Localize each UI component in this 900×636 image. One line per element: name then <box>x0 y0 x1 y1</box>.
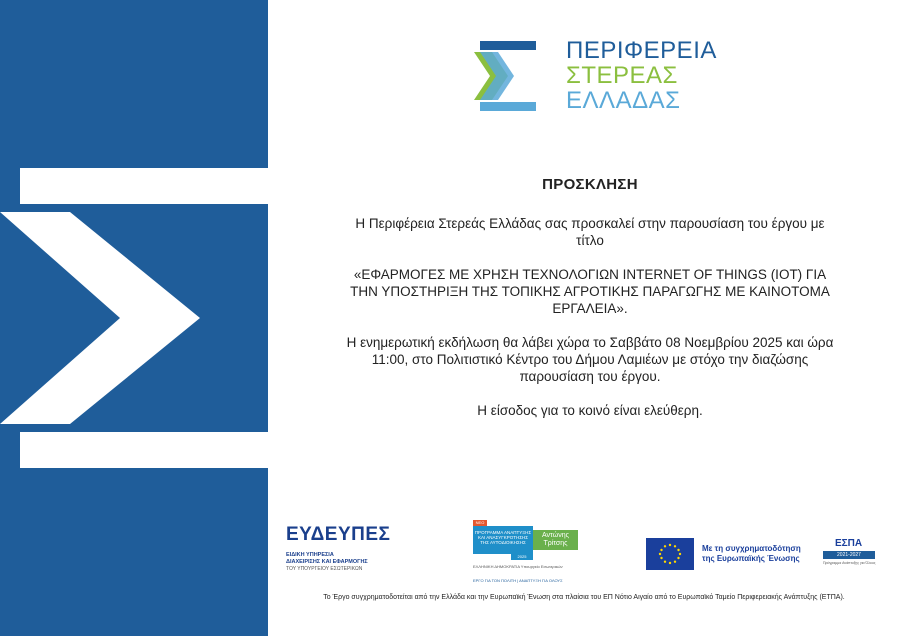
eu-text <box>702 544 801 564</box>
logo-line-2: ΣΤΕΡΕΑΣ <box>566 62 678 89</box>
eu-flag-icon <box>646 538 694 570</box>
invitation-body <box>340 176 840 436</box>
eu-line-1: Με τη συγχρηματοδότηση <box>702 544 801 553</box>
espa-years: 2021-2027 <box>823 551 875 559</box>
neo-sub: ΕΛΛΗΝΙΚΗ ΔΗΜΟΚΡΑΤΙΑ Υπουργείο Εσωτερικών <box>473 564 563 569</box>
neo-sub2: ΕΡΓΟ ΓΙΑ ΤΟΝ ΠΟΛΙΤΗ | ΑΝΑΠΤΥΞΗ ΓΙΑ ΟΛΟΥΣ <box>473 578 563 583</box>
project-title: «ΕΦΑΡΜΟΓΕΣ ΜΕ ΧΡΗΣΗ ΤΕΧΝΟΛΟΓΙΩΝ INTERNET OF THINGS (IOT) ΓΙΑ ΤΗΝ ΥΠΟΣΤΗΡΙΞΗ ΤΗΣ ΤΟΠΙΚΗΣ ΑΓΡΟΤΙΚΗΣ ΠΑΡΑΓΩΓΗΣ ΜΕ ΚΑΙΝΟΤΟΜΑ ΕΡΓΑΛΕΙΑ». <box>350 267 830 316</box>
region-logo <box>470 37 717 118</box>
region-logo-text <box>566 38 717 113</box>
ydeypes-line-2: ΔΙΑΧΕΙΡΙΣΗΣ ΚΑΙ ΕΦΑΡΜΟΓΗΣ <box>286 559 368 565</box>
espa-sub: Πρόγραμμα Ανάπτυξης για Όλους <box>823 561 876 565</box>
sigma-logo-icon <box>470 38 550 118</box>
logo-line-1: ΠΕΡΙΦΕΡΕΙΑ <box>566 37 717 64</box>
neo-year: 2025 <box>511 554 533 560</box>
neo-green: Αντώνης Τρίτσης <box>533 530 578 550</box>
ydeypes-line-3: ΤΟΥ ΥΠΟΥΡΓΕΙΟΥ ΕΣΩΤΕΡΙΚΩΝ <box>286 566 363 572</box>
neo-box: ΠΡΟΓΡΑΜΜΑ ΑΝΑΠΤΥΞΗΣ ΚΑΙ ΑΝΑΣΥΓΚΡΟΤΗΣΗΣ ΤΗΣ ΑΥΤΟΔΙΟΙΚΗΣΗΣ <box>473 526 533 554</box>
ydeypes-word: ΕΥΔΕΥΠΕΣ <box>286 524 391 545</box>
invitation-title: ΠΡΟΣΚΛΗΣΗ <box>542 176 638 193</box>
logo-line-3: ΕΛΛΑΔΑΣ <box>566 87 681 114</box>
eu-cofunding-logo <box>646 538 846 572</box>
sigma-brand-icon <box>0 0 268 636</box>
entry-note: Η είσοδος για το κοινό είναι ελεύθερη. <box>477 403 703 418</box>
funding-note: Το Έργο συγχρηματοδοτείται από την Ελλάδα και την Ευρωπαϊκή Ένωση στα πλαίσια του ΕΠ Νότιο Αιγαίο από το Ευρωπαϊκό Ταμείο Περιφερειακής Ανάπτυξης (ΕΤΠΑ). <box>323 594 845 601</box>
eu-line-2: της Ευρωπαϊκής Ένωσης <box>702 554 800 563</box>
event-details: Η ενημερωτική εκδήλωση θα λάβει χώρα το Σαββάτο 08 Νοεμβρίου 2025 και ώρα 11:00, στο Πολιτιστικό Κέντρο του Δήμου Λαμιέων με στόχο την διαζώσης παρουσίαση του έργου. <box>346 335 834 384</box>
espa-word: ΕΣΠΑ <box>835 538 863 549</box>
espa-logo <box>823 538 883 572</box>
neo-program-logo <box>473 520 578 588</box>
left-brand-panel <box>0 0 268 636</box>
footer-logos <box>268 520 900 590</box>
ydeypes-logo <box>286 524 426 572</box>
neo-tag: ΝΕΟ <box>473 520 487 526</box>
invitation-intro: Η Περιφέρεια Στερεάς Ελλάδας σας προσκαλεί στην παρουσίαση του έργου με τίτλο <box>355 216 825 248</box>
ydeypes-line-1: ΕΙΔΙΚΗ ΥΠΗΡΕΣΙΑ <box>286 552 334 558</box>
